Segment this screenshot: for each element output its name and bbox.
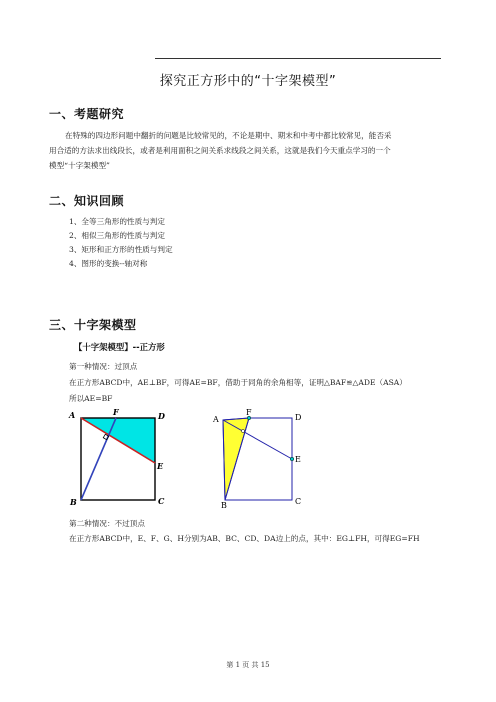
- figure2-label-b: B: [221, 501, 227, 508]
- intro-paragraph: [49, 128, 449, 173]
- intro-line: 模型“十字架模型”: [49, 161, 110, 170]
- review-item: 4、图形的变换--轴对称: [69, 259, 148, 268]
- figure2-label-c: C: [295, 497, 302, 506]
- figure-square-2: [210, 408, 320, 508]
- figure2-label-d: D: [295, 413, 302, 422]
- figure-square-1: [66, 408, 176, 508]
- figure2-label-f: F: [246, 408, 252, 417]
- section-heading-model: 三、十字架模型: [49, 318, 137, 332]
- figure1-label-f: F: [113, 408, 119, 417]
- review-list: [69, 215, 173, 271]
- review-item: 1、全等三角形的性质与判定: [69, 217, 165, 226]
- case2-title: 第二种情况：不过顶点: [69, 519, 145, 528]
- review-item: 2、相似三角形的性质与判定: [69, 231, 165, 240]
- case1-text: 在正方形ABCD中，AE⊥BF，可得AE=BF，借助于同角的余角相等，证明△BAF≌△ADE（ASA）: [69, 378, 407, 387]
- intro-line: 在特殊的四边形问题中翻折的问题是比较常见的，不论是期中、期末和中考中都比较常见，能否采: [65, 131, 392, 140]
- section-heading-review: 二、知识回顾: [49, 194, 125, 208]
- figure1-label-e: E: [157, 461, 164, 471]
- intro-line: 用合适的方法求出线段长，或者是利用面积之间关系求线段之间关系，这就是我们今天重点学习的一个: [49, 146, 391, 155]
- page-title: 探究正方形中的“十字架模型”: [159, 74, 337, 89]
- case1-text-cont: 所以AE=BF: [69, 394, 113, 403]
- figure1-label-b: B: [70, 497, 77, 507]
- section-heading-research: 一、考题研究: [49, 107, 125, 121]
- figure2-label-e: E: [295, 455, 301, 464]
- figure1-label-d: D: [158, 411, 165, 421]
- figure1-label-c: C: [158, 496, 165, 506]
- figure2-point-e: [290, 457, 294, 461]
- figure2-point-intersection: [241, 429, 244, 432]
- model-subheading: 【十字架模型】--正方形: [74, 342, 165, 352]
- figure1-segment-bf: [81, 418, 116, 500]
- case2-text: 在正方形ABCD中，E、F、G、H分别为AB、BC、CD、DA边上的点，其中：EG⊥FH，可得EG=FH: [69, 534, 420, 543]
- case1-title: 第一种情况：过顶点: [69, 362, 138, 371]
- figure1-label-a: A: [69, 410, 76, 420]
- header-rule: [155, 58, 441, 59]
- page-footer: 第 1 页 共 15: [226, 661, 270, 669]
- figure2-label-a: A: [213, 415, 219, 424]
- review-item: 3、矩形和正方形的性质与判定: [69, 245, 173, 254]
